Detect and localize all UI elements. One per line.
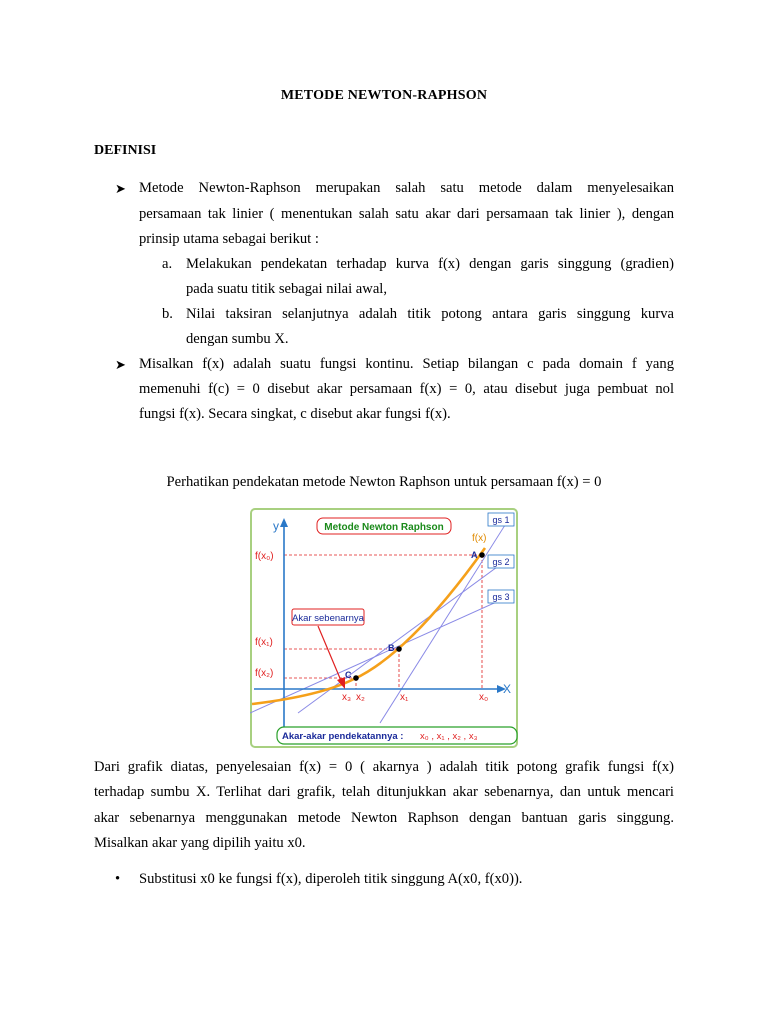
bullet2-line-3: fungsi f(x). Secara singkat, c disebut akar fungsi f(x).	[139, 406, 451, 422]
sub-b-line-1: Nilai taksiran selanjutnya adalah titik potong antara garis singgung kurva	[186, 306, 674, 322]
sub-a-label: a.	[162, 256, 173, 272]
sub-a-line-1: Melakukan pendekatan terhadap kurva f(x) dengan garis singgung (gradien)	[186, 256, 674, 272]
y-axis-label: y	[273, 519, 279, 533]
newton-raphson-graph	[250, 508, 518, 748]
figure-frame	[251, 509, 517, 747]
paragraph-line-1: Dari grafik diatas, penyelesaian f(x) = 0 ( akarnya ) adalah titik potong grafik fungsi f(x)	[94, 759, 674, 775]
bottom-prefix: Akar-akar pendekatannya :	[282, 731, 404, 742]
point-b	[396, 646, 402, 652]
bullet2-line-2: memenuhi f(c) = 0 disebut akar persamaan f(x) = 0, atau disebut juga pembuat nol	[139, 381, 674, 397]
point-c	[353, 675, 359, 681]
bullet-dot-icon: •	[115, 871, 121, 887]
bullet-arrow-icon: ➤	[115, 357, 126, 372]
fx2-label: f(x₂)	[255, 668, 274, 679]
bottom-values: x₀ , x₁ , x₂ , x₃	[420, 731, 478, 742]
point-b-label: B	[388, 643, 395, 653]
newton-raphson-figure	[250, 508, 518, 748]
section-heading: DEFINISI	[94, 143, 157, 158]
gs1-label: gs 1	[492, 515, 510, 525]
fx1-label: f(x₁)	[255, 637, 273, 648]
x-axis-label: X	[503, 682, 512, 696]
paragraph-line-4: Misalkan akar yang dipilih yaitu x0.	[94, 835, 306, 851]
x3-label: x₃	[342, 692, 352, 703]
bullet1-line-2: persamaan tak linier ( menentukan salah satu akar dari persamaan tak linier ), dengan	[139, 206, 674, 222]
paragraph-line-2: terhadap sumbu X. Terlihat dari grafik, telah ditunjukkan akar sebenarnya, dan untuk mencari	[94, 784, 674, 800]
x0-label: x₀	[479, 692, 489, 703]
sub-b-label: b.	[162, 306, 173, 322]
point-a	[479, 552, 485, 558]
point-a-label: A	[471, 550, 478, 560]
bullet1-line-3: prinsip utama sebagai berikut :	[139, 231, 319, 247]
bullet-arrow-icon: ➤	[115, 181, 126, 196]
point-c-label: C	[345, 670, 352, 680]
bullet2-line-1: Misalkan f(x) adalah suatu fungsi kontinu. Setiap bilangan c pada domain f yang	[139, 356, 674, 372]
gs3-label: gs 3	[492, 592, 510, 602]
paragraph-line-3: akar sebenarnya menggunakan metode Newton Raphson dengan bantuan garis singgung.	[94, 810, 674, 826]
sub-a-line-2: pada suatu titik sebagai nilai awal,	[186, 281, 388, 297]
document-title: METODE NEWTON-RAPHSON	[280, 88, 488, 103]
fx0-label: f(x₀)	[255, 551, 274, 562]
gs2-label: gs 2	[492, 557, 510, 567]
figure-caption: Perhatikan pendekatan metode Newton Raphson untuk persamaan f(x) = 0	[166, 474, 602, 490]
sub-b-line-2: dengan sumbu X.	[186, 331, 289, 347]
figure-title: Metode Newton Raphson	[324, 522, 444, 533]
bullet3-text: Substitusi x0 ke fungsi f(x), diperoleh titik singgung A(x0, f(x0)).	[139, 871, 523, 887]
fx-curve-label: f(x)	[472, 533, 487, 544]
x2-label: x₂	[356, 692, 365, 703]
akar-label: Akar sebenarnya	[292, 613, 364, 624]
bullet1-line-1: Metode Newton-Raphson merupakan salah satu metode dalam menyelesaikan	[139, 180, 674, 196]
x1-label: x₁	[400, 692, 409, 703]
